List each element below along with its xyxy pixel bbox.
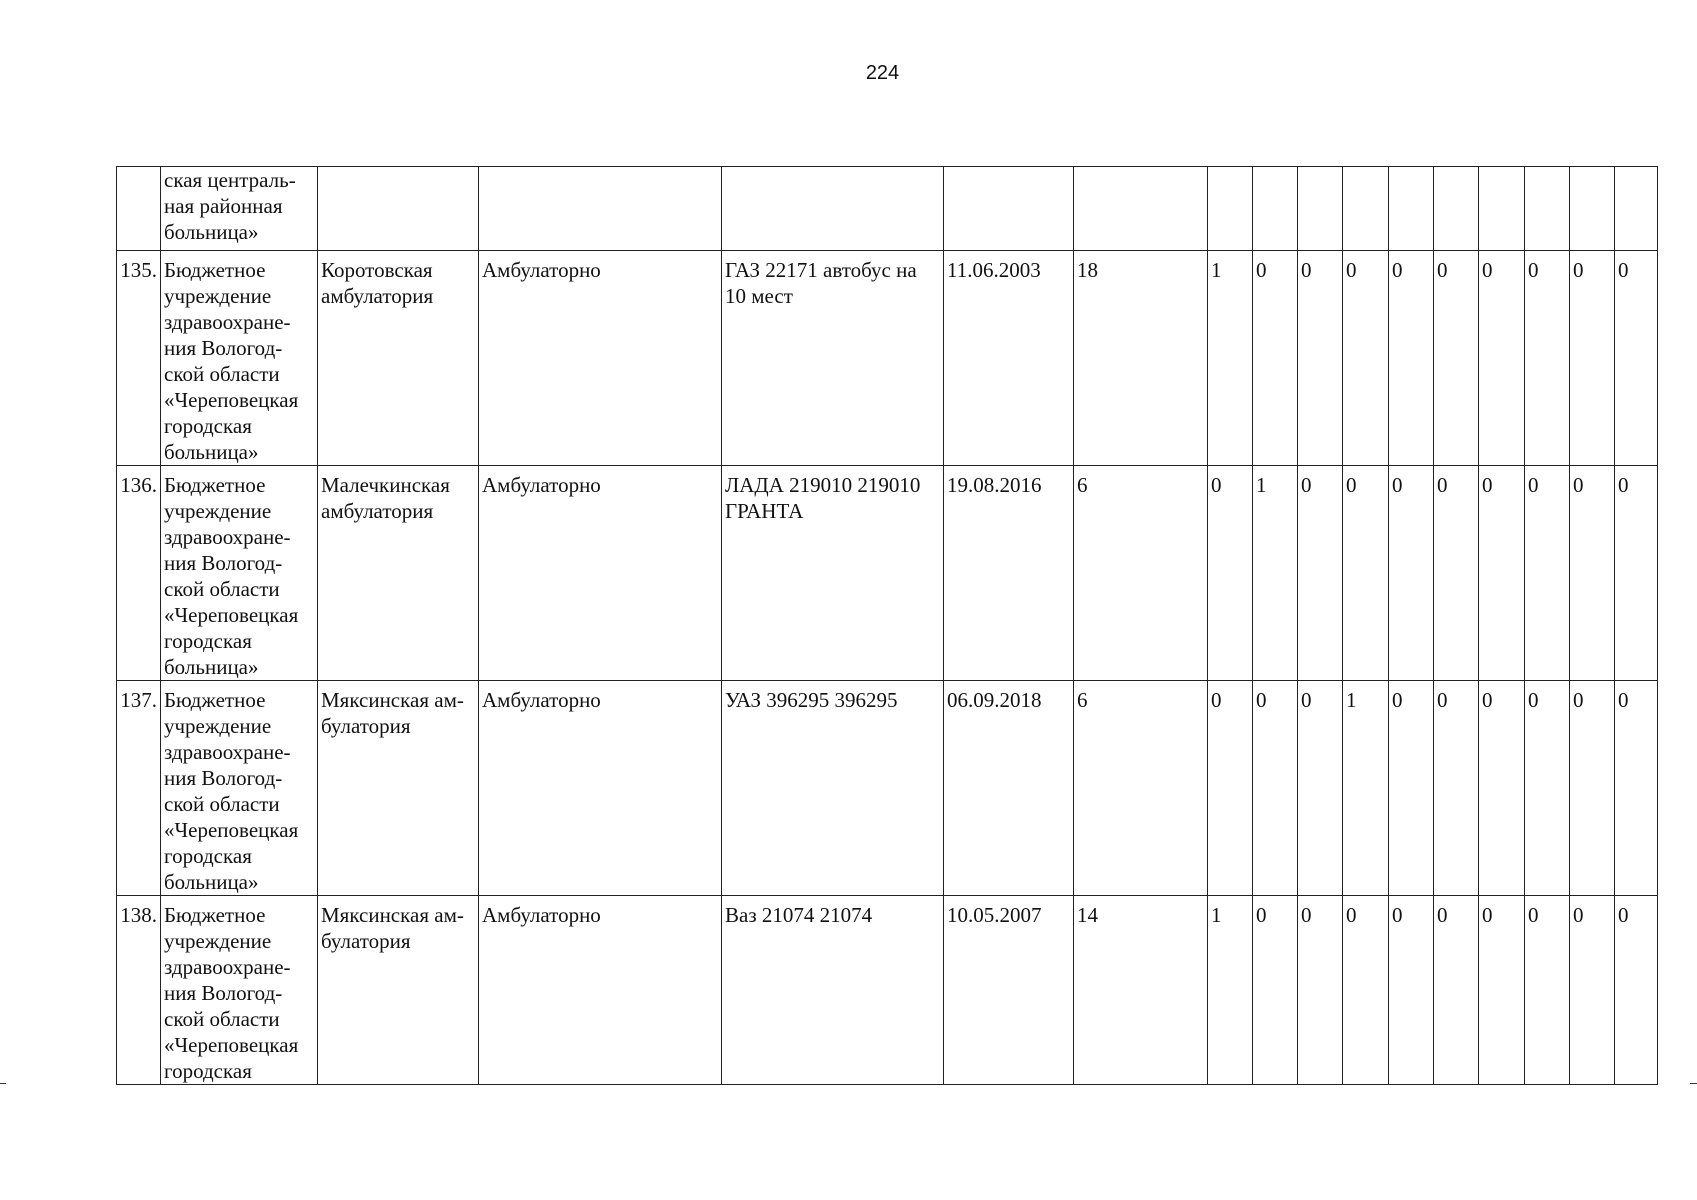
cell-flag: 0: [1208, 466, 1253, 681]
cell-vehicle: УАЗ 396295 396295: [722, 681, 944, 896]
cell-flag: 0: [1525, 466, 1570, 681]
cell-flag: 0: [1479, 681, 1525, 896]
cell-flag: 0: [1570, 466, 1615, 681]
cell-unit: [318, 167, 479, 251]
cell-age: 14: [1074, 896, 1208, 1085]
table-row: [117, 896, 1658, 1085]
table-row: [117, 251, 1658, 466]
cell-num: 137.: [117, 681, 161, 896]
cell-flag: 0: [1208, 681, 1253, 896]
cell-org: Бюджетное учреждение здравоохране-ния Вологод-ской области «Череповецкая городская больница»: [161, 681, 318, 896]
cell-vehicle: ЛАДА 219010 219010 ГРАНТА: [722, 466, 944, 681]
scan-edge-mark: [0, 1083, 6, 1084]
cell-flag: 0: [1298, 251, 1343, 466]
cell-flag: 0: [1389, 251, 1434, 466]
page-number: 224: [865, 62, 900, 84]
cell-flag: 0: [1615, 251, 1658, 466]
cell-org: ская централь-ная районная больница»: [161, 167, 318, 251]
cell-flag: 0: [1434, 251, 1479, 466]
cell-flag: [1479, 167, 1525, 251]
cell-org: Бюджетное учреждение здравоохране-ния Вологод-ской области «Череповецкая городская: [161, 896, 318, 1085]
cell-unit: Мяксинская ам-булатория: [318, 896, 479, 1085]
cell-flag: 0: [1253, 251, 1298, 466]
cell-num: [117, 167, 161, 251]
cell-vehicle: ГАЗ 22171 автобус на 10 мест: [722, 251, 944, 466]
cell-flag: 0: [1434, 896, 1479, 1085]
cell-flag: 0: [1479, 251, 1525, 466]
cell-type: Амбулаторно: [479, 896, 722, 1085]
cell-flag: 1: [1343, 681, 1389, 896]
cell-org: Бюджетное учреждение здравоохране-ния Вологод-ской области «Череповецкая городская больница»: [161, 466, 318, 681]
cell-vehicle: Ваз 21074 21074: [722, 896, 944, 1085]
table-row: [117, 681, 1658, 896]
cell-flag: 0: [1343, 251, 1389, 466]
cell-flag: 0: [1570, 896, 1615, 1085]
cell-flag: [1389, 167, 1434, 251]
cell-flag: 0: [1253, 681, 1298, 896]
cell-age: 6: [1074, 681, 1208, 896]
cell-type: Амбулаторно: [479, 681, 722, 896]
scan-edge-mark: [1690, 1083, 1697, 1084]
cell-flag: 0: [1298, 466, 1343, 681]
cell-flag: 0: [1525, 251, 1570, 466]
cell-flag: [1208, 167, 1253, 251]
cell-date: 10.05.2007: [944, 896, 1074, 1085]
cell-age: [1074, 167, 1208, 251]
cell-unit: Мяксинская ам-булатория: [318, 681, 479, 896]
cell-date: [944, 167, 1074, 251]
cell-flag: 0: [1615, 466, 1658, 681]
cell-flag: 0: [1298, 896, 1343, 1085]
cell-age: 6: [1074, 466, 1208, 681]
cell-flag: 0: [1615, 896, 1658, 1085]
cell-flag: 0: [1343, 896, 1389, 1085]
cell-type: [479, 167, 722, 251]
cell-flag: 0: [1389, 466, 1434, 681]
cell-flag: [1253, 167, 1298, 251]
cell-date: 19.08.2016: [944, 466, 1074, 681]
cell-num: 135.: [117, 251, 161, 466]
cell-flag: [1434, 167, 1479, 251]
cell-flag: 0: [1615, 681, 1658, 896]
cell-vehicle: [722, 167, 944, 251]
table-row: [117, 466, 1658, 681]
cell-flag: 0: [1343, 466, 1389, 681]
cell-flag: 0: [1570, 251, 1615, 466]
table-row-continuation: [117, 167, 1658, 251]
cell-type: Амбулаторно: [479, 251, 722, 466]
cell-flag: 1: [1208, 251, 1253, 466]
cell-unit: Малечкинская амбулатория: [318, 466, 479, 681]
cell-flag: 1: [1253, 466, 1298, 681]
cell-flag: 0: [1479, 896, 1525, 1085]
cell-flag: [1615, 167, 1658, 251]
cell-unit: Коротовская амбулатория: [318, 251, 479, 466]
cell-date: 11.06.2003: [944, 251, 1074, 466]
cell-flag: 0: [1298, 681, 1343, 896]
cell-flag: 0: [1389, 896, 1434, 1085]
cell-flag: 0: [1434, 681, 1479, 896]
cell-flag: 0: [1525, 681, 1570, 896]
cell-type: Амбулаторно: [479, 466, 722, 681]
cell-flag: 0: [1434, 466, 1479, 681]
cell-date: 06.09.2018: [944, 681, 1074, 896]
cell-num: 138.: [117, 896, 161, 1085]
cell-flag: 0: [1479, 466, 1525, 681]
cell-flag: 0: [1525, 896, 1570, 1085]
cell-flag: [1343, 167, 1389, 251]
cell-flag: 1: [1208, 896, 1253, 1085]
cell-age: 18: [1074, 251, 1208, 466]
cell-flag: 0: [1570, 681, 1615, 896]
cell-flag: [1570, 167, 1615, 251]
cell-flag: 0: [1389, 681, 1434, 896]
vehicle-registry-table: [116, 166, 1658, 1085]
cell-flag: [1525, 167, 1570, 251]
cell-num: 136.: [117, 466, 161, 681]
cell-flag: [1298, 167, 1343, 251]
cell-flag: 0: [1253, 896, 1298, 1085]
cell-org: Бюджетное учреждение здравоохране-ния Вологод-ской области «Череповецкая городская больница»: [161, 251, 318, 466]
